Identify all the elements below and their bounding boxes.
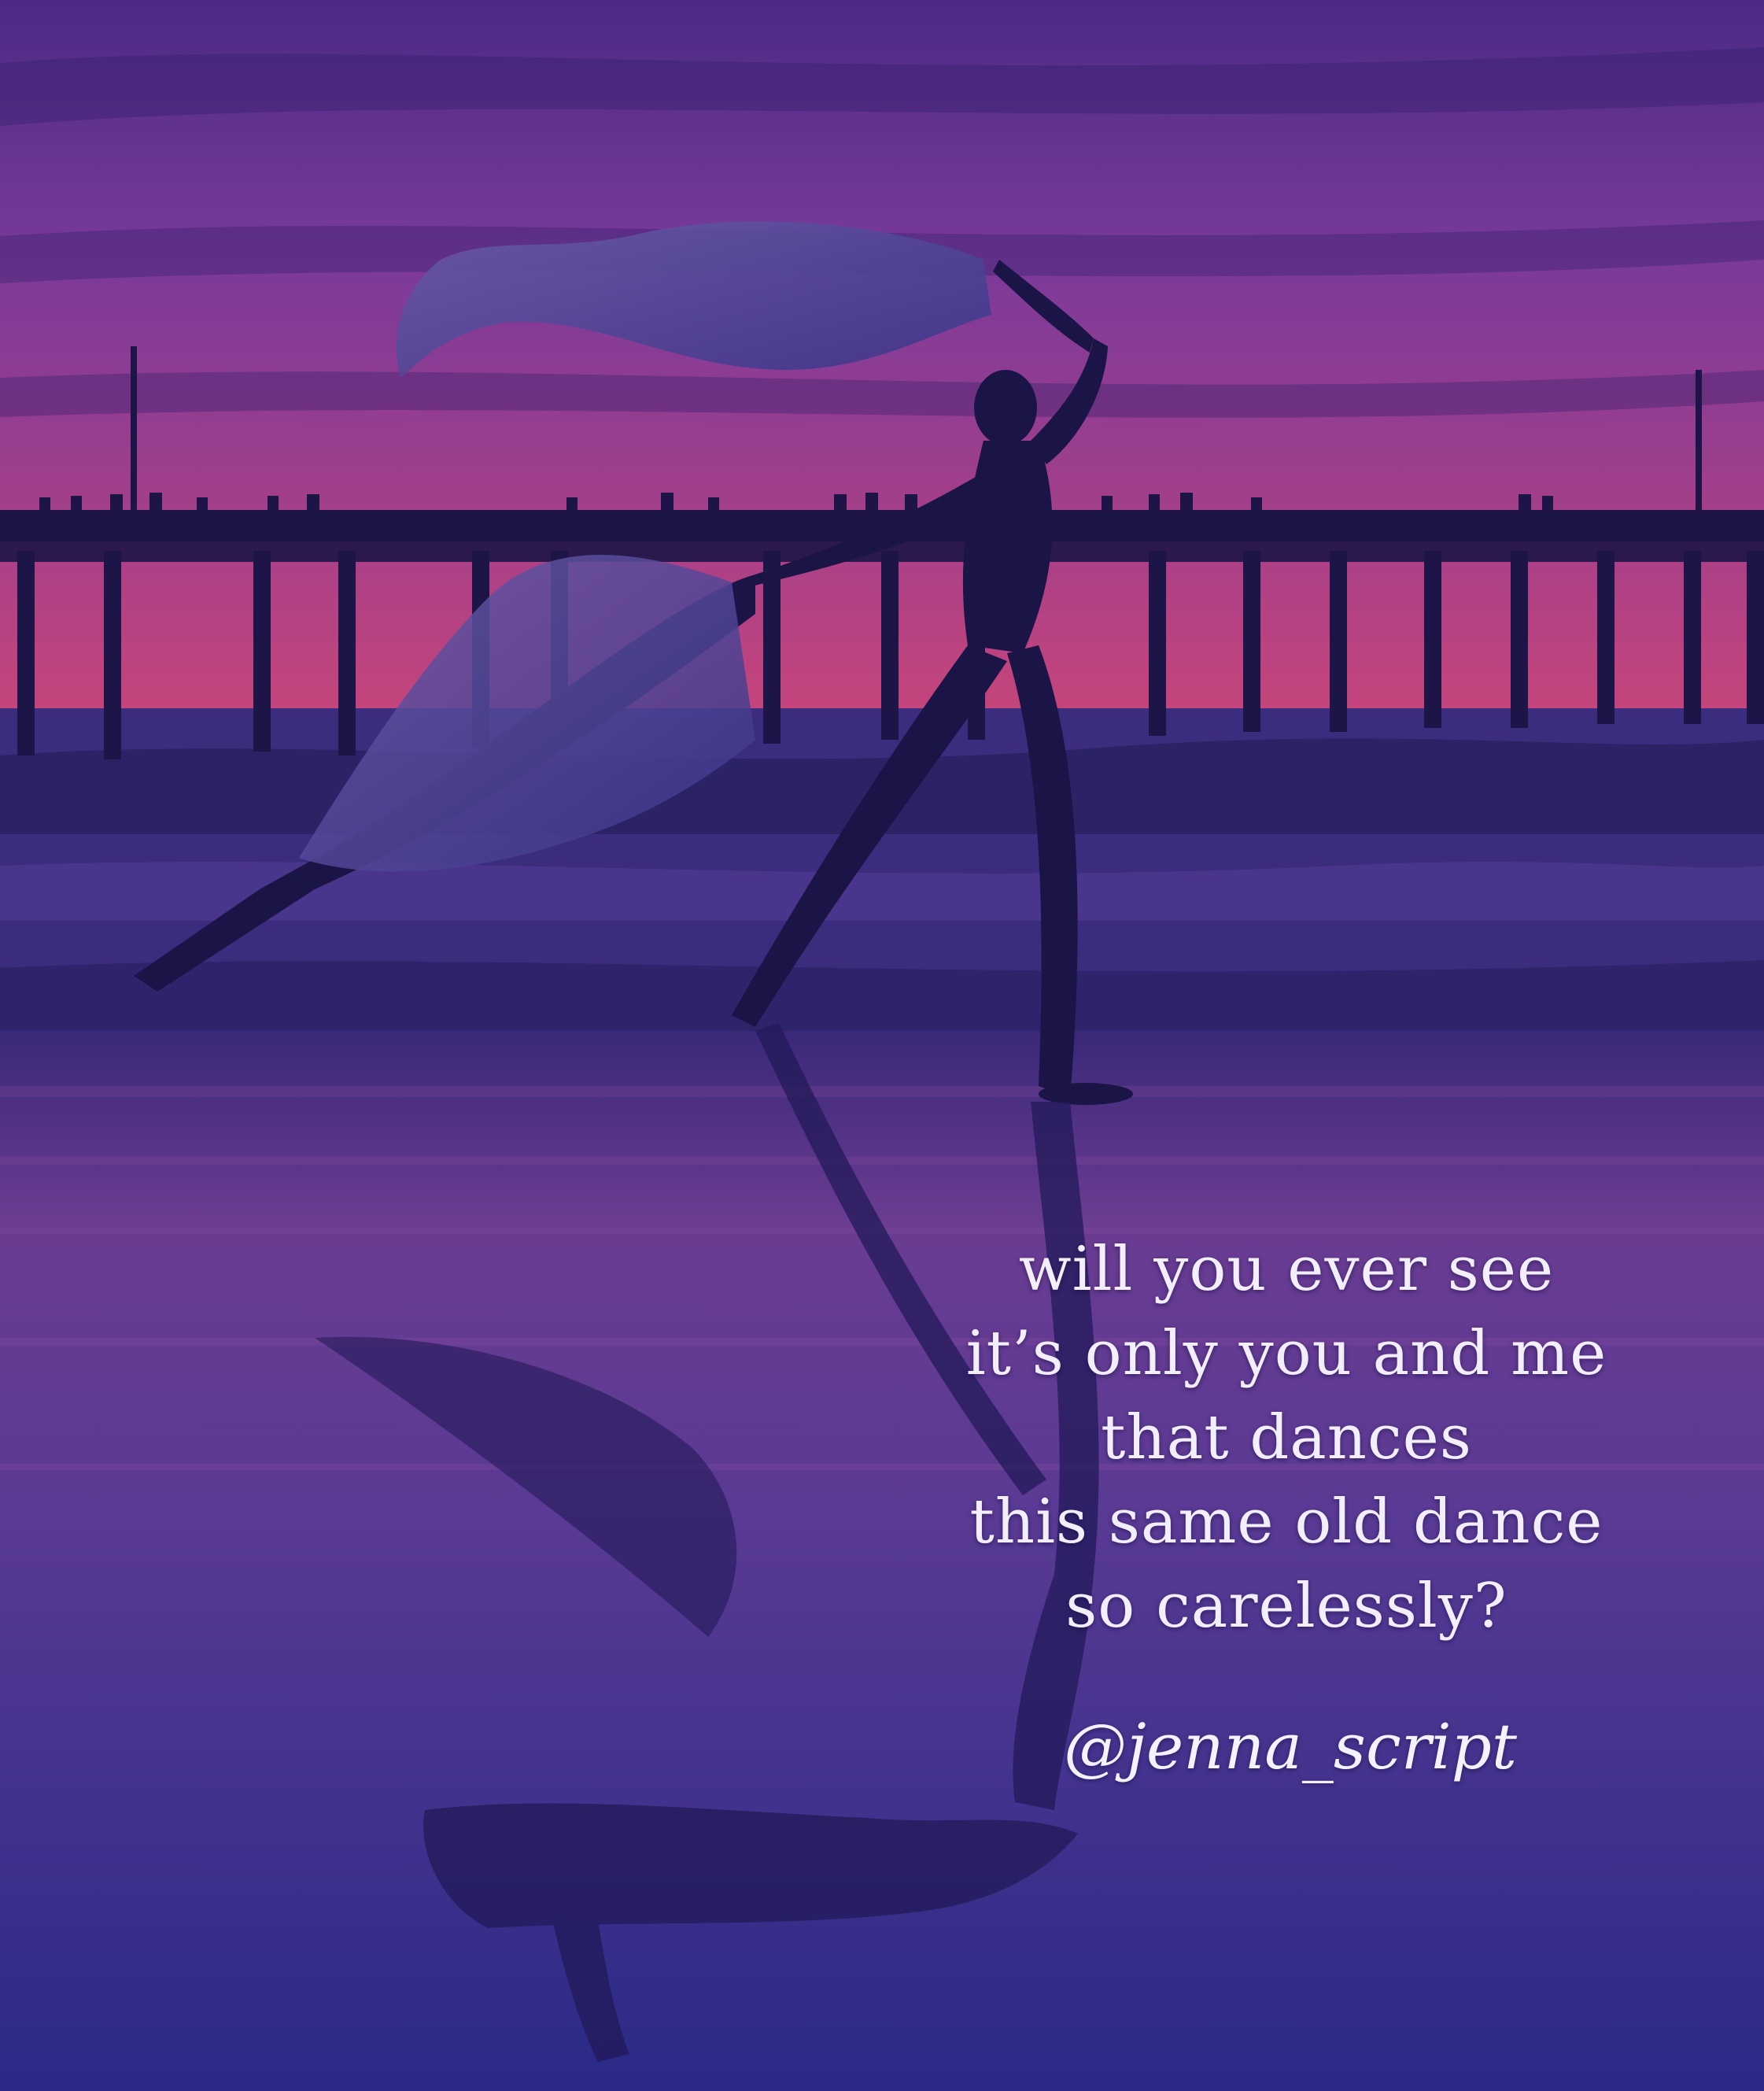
poem-line-4: this same old dance: [969, 1487, 1603, 1557]
poem-line-3: that dances: [1101, 1402, 1472, 1473]
poem-line-2: it’s only you and me: [965, 1318, 1607, 1389]
author-handle: @jenna_script: [1064, 1710, 1517, 1783]
poem-line-5: so carelessly?: [1065, 1571, 1508, 1642]
wave-3: [0, 960, 1764, 1039]
poem-line-1: will you ever see: [1018, 1234, 1555, 1305]
poem-text: [897, 1228, 1676, 1649]
